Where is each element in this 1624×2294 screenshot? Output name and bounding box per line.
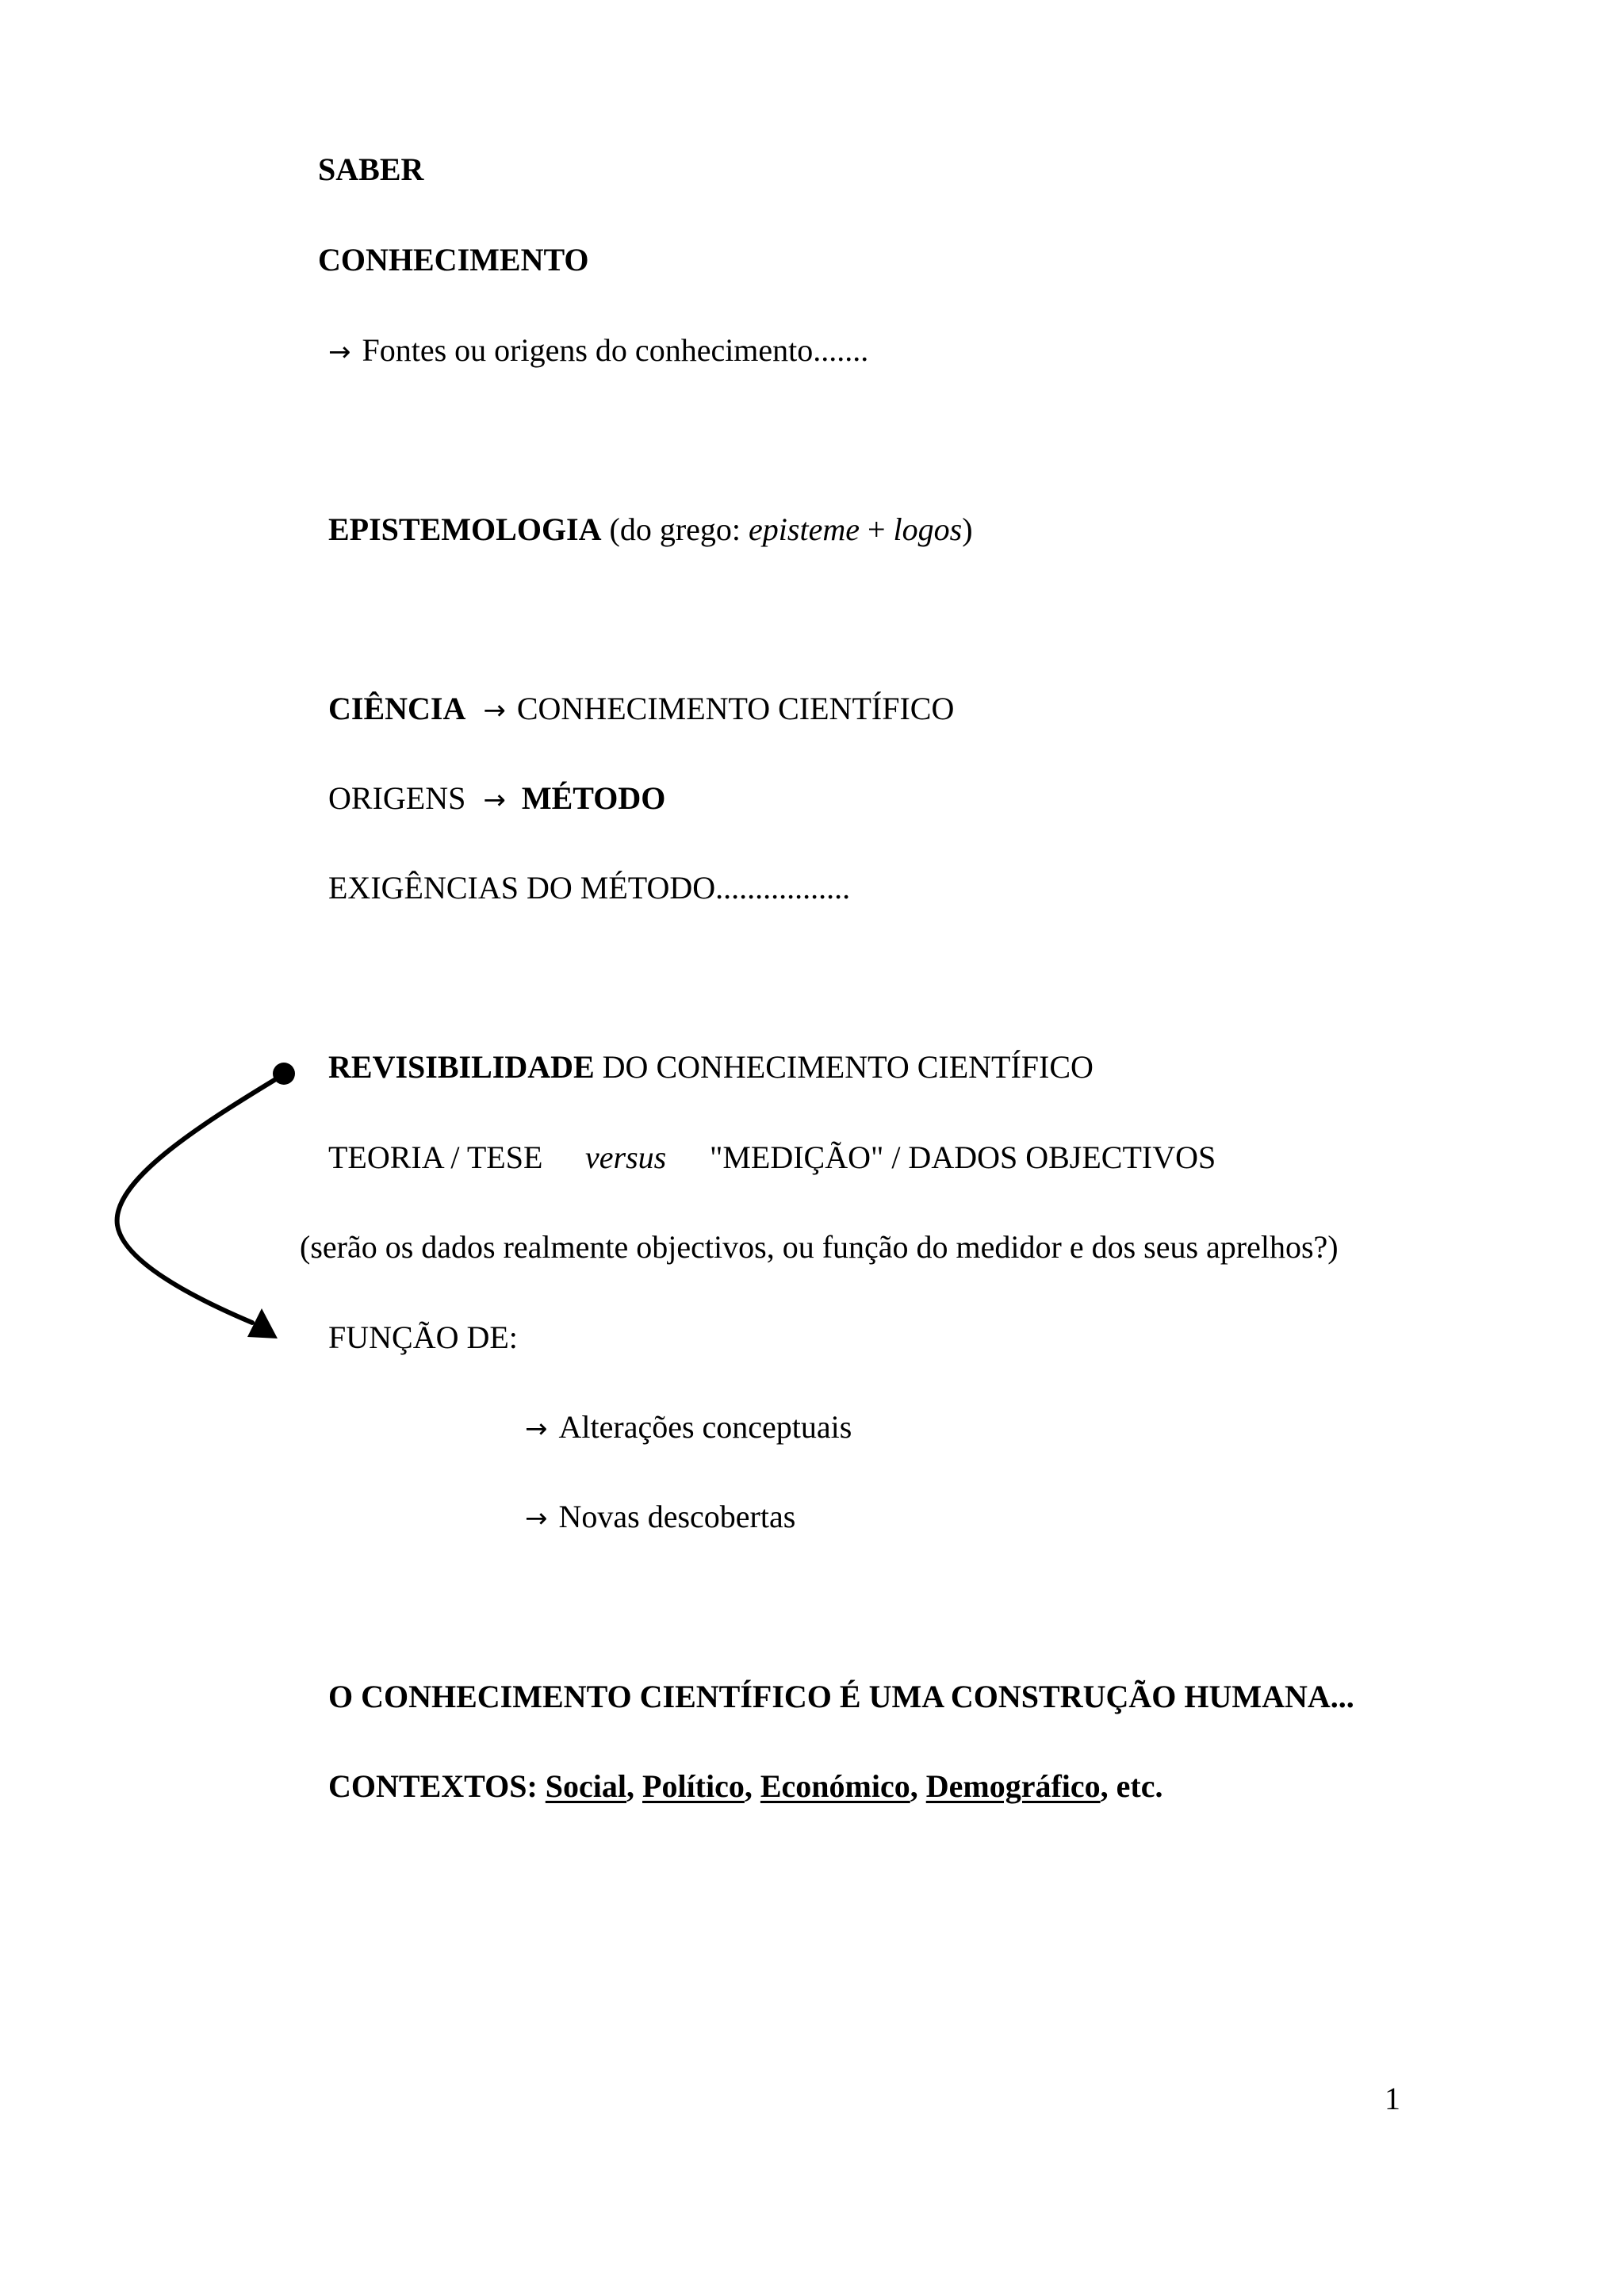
alteracoes-text: Alterações conceptuais	[558, 1409, 852, 1445]
epistemologia-post: )	[962, 511, 973, 547]
funcao-line: FUNÇÃO DE:	[328, 1319, 518, 1355]
teoria-tese-text: TEORIA / TESE	[328, 1139, 543, 1175]
epistemologia-term: EPISTEMOLOGIA	[328, 511, 602, 547]
episteme-word: episteme	[749, 511, 860, 547]
comma: ,	[910, 1768, 918, 1804]
heading-saber: SABER	[318, 151, 424, 187]
epistemologia-pre: (do grego:	[601, 511, 749, 547]
epistemologia-plus: +	[859, 511, 894, 547]
page-number: 1	[1385, 2081, 1400, 2116]
connector-curve	[117, 1075, 282, 1323]
right-arrow-icon: →	[483, 784, 506, 816]
question-line: (serão os dados realmente objectivos, ou função do medidor e dos seus aprelhos?)	[300, 1229, 1339, 1265]
metodo-term: MÉTODO	[521, 780, 666, 816]
right-arrow-icon: →	[525, 1413, 548, 1445]
ciencia-line	[328, 690, 954, 730]
logos-word: logos	[893, 511, 963, 547]
origens-line	[328, 779, 665, 819]
novas-text: Novas descobertas	[558, 1499, 796, 1534]
fontes-line	[328, 331, 868, 371]
heading-conhecimento: CONHECIMENTO	[318, 242, 589, 278]
versus-text: versus	[585, 1139, 667, 1175]
construcao-line: O CONHECIMENTO CIENTÍFICO É UMA CONSTRUÇÃO HUMANA...	[328, 1679, 1354, 1714]
demografico-term: Demográfico	[925, 1768, 1101, 1804]
revisibilidade-term: REVISIBILIDADE	[328, 1049, 595, 1085]
social-term: Social	[545, 1768, 627, 1804]
arrowhead-icon	[247, 1308, 278, 1338]
alteracoes-item	[525, 1408, 852, 1448]
comma: ,	[626, 1768, 635, 1804]
politico-term: Político	[642, 1768, 745, 1804]
right-arrow-icon: →	[328, 336, 351, 368]
ciencia-rest: CONHECIMENTO CIENTÍFICO	[516, 691, 955, 726]
right-arrow-icon: →	[483, 695, 506, 726]
right-arrow-icon: →	[525, 1503, 548, 1534]
fontes-text: Fontes ou origens do conhecimento.......	[362, 332, 869, 368]
economico-term: Económico	[760, 1768, 910, 1804]
revisibilidade-rest: DO CONHECIMENTO CIENTÍFICO	[594, 1049, 1094, 1085]
exigencias-line: EXIGÊNCIAS DO MÉTODO.................	[328, 870, 851, 906]
revisibilidade-line	[328, 1048, 1094, 1086]
contextos-line	[328, 1767, 1162, 1806]
novas-item	[525, 1498, 795, 1538]
comma: ,	[744, 1768, 753, 1804]
origens-term: ORIGENS	[328, 780, 466, 816]
epistemologia-line	[328, 511, 973, 549]
medicao-text: "MEDIÇÃO" / DADOS OBJECTIVOS	[710, 1139, 1216, 1175]
ciencia-term: CIÊNCIA	[328, 691, 466, 726]
connector-start-dot	[273, 1063, 295, 1085]
contextos-label: CONTEXTOS:	[328, 1768, 538, 1804]
etc-text: , etc.	[1100, 1768, 1163, 1804]
